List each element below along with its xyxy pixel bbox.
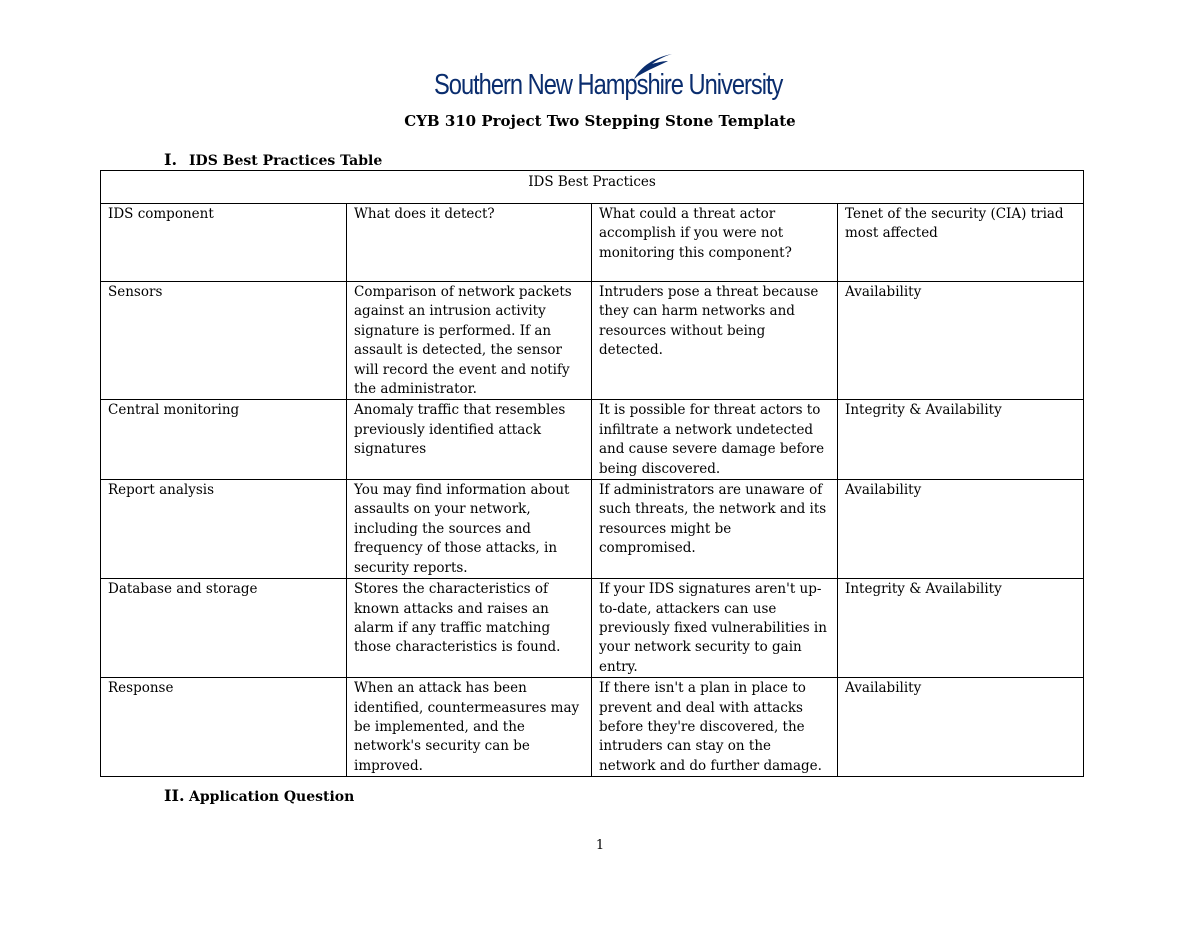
table-cell: Database and storage bbox=[101, 579, 347, 678]
table-caption-row bbox=[101, 171, 1084, 204]
table-caption: IDS Best Practices bbox=[101, 171, 1084, 204]
table-cell: Central monitoring bbox=[101, 400, 347, 480]
header-cell: IDS component bbox=[101, 204, 347, 282]
table-cell: Report analysis bbox=[101, 480, 347, 579]
section-heading-2 bbox=[164, 786, 354, 805]
page-number: 1 bbox=[595, 838, 605, 853]
table-cell: If administrators are unaware of such threats, the network and its resources might be compromised. bbox=[592, 480, 838, 579]
table-row bbox=[101, 579, 1084, 678]
section-numeral: II. bbox=[164, 786, 185, 805]
table-cell: You may find information about assaults on your network, including the sources and frequency of those attacks, in security reports. bbox=[347, 480, 592, 579]
table-cell: Availability bbox=[838, 282, 1084, 400]
table-cell: Intruders pose a threat because they can harm networks and resources without being detected. bbox=[592, 282, 838, 400]
section-numeral: I. bbox=[164, 150, 178, 169]
table-row bbox=[101, 678, 1084, 777]
section-label: Application Question bbox=[189, 789, 355, 805]
table-cell: If there isn't a plan in place to prevent and deal with attacks before they're discovered, the intruders can stay on the network and do further damage. bbox=[592, 678, 838, 777]
table-cell: Integrity & Availability bbox=[838, 400, 1084, 480]
table-cell: It is possible for threat actors to infiltrate a network undetected and cause severe damage before being discovered. bbox=[592, 400, 838, 480]
table-row bbox=[101, 282, 1084, 400]
table-cell: Comparison of network packets against an intrusion activity signature is performed. If an assault is detected, the sensor will record the event and notify the administrator. bbox=[347, 282, 592, 400]
table-cell: If your IDS signatures aren't up-to-date, attackers can use previously fixed vulnerabilities in your network security to gain entry. bbox=[592, 579, 838, 678]
section-heading-1 bbox=[164, 150, 382, 169]
table-cell: When an attack has been identified, countermeasures may be implemented, and the network's security can be improved. bbox=[347, 678, 592, 777]
header-cell: What could a threat actor accomplish if you were not monitoring this component? bbox=[592, 204, 838, 282]
table-cell: Integrity & Availability bbox=[838, 579, 1084, 678]
table-cell: Availability bbox=[838, 678, 1084, 777]
section-label: IDS Best Practices Table bbox=[189, 153, 383, 169]
table-row bbox=[101, 400, 1084, 480]
table-cell: Response bbox=[101, 678, 347, 777]
table-header-row bbox=[101, 204, 1084, 282]
table-cell: Sensors bbox=[101, 282, 347, 400]
header-cell: Tenet of the security (CIA) triad most affected bbox=[838, 204, 1084, 282]
header-cell: What does it detect? bbox=[347, 204, 592, 282]
logo-text: Southern New Hampshire University bbox=[434, 69, 783, 101]
ids-best-practices-table bbox=[100, 170, 1084, 777]
table-row bbox=[101, 480, 1084, 579]
university-logo bbox=[434, 52, 783, 104]
table-cell: Anomaly traffic that resembles previously identified attack signatures bbox=[347, 400, 592, 480]
document-title: CYB 310 Project Two Stepping Stone Template bbox=[404, 112, 796, 130]
table-cell: Availability bbox=[838, 480, 1084, 579]
table-cell: Stores the characteristics of known attacks and raises an alarm if any traffic matching those characteristics is found. bbox=[347, 579, 592, 678]
